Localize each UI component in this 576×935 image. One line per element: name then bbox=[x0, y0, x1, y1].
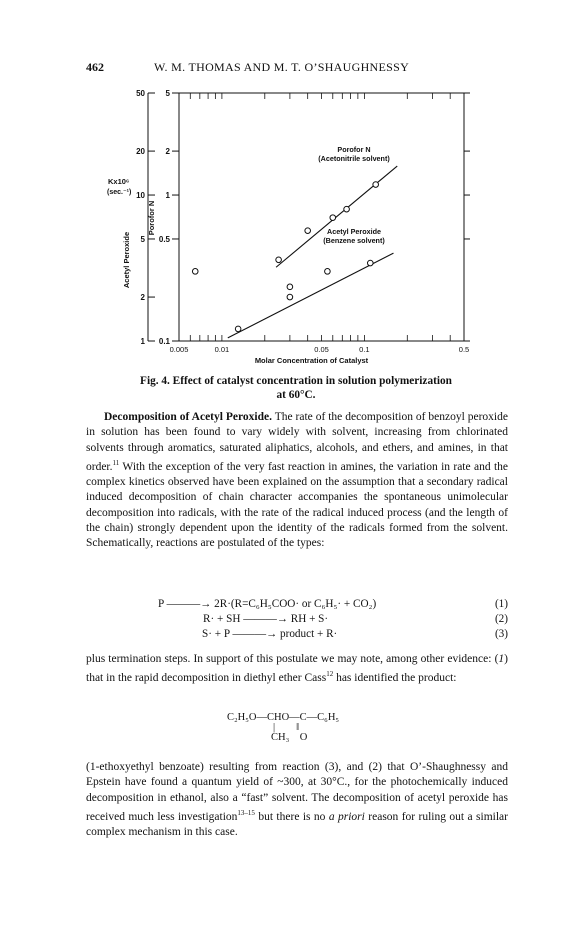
k-axis-label-line-2: (sec.⁻¹) bbox=[107, 189, 132, 196]
data-point-series-1 bbox=[287, 294, 293, 300]
ref-12: 12 bbox=[326, 670, 334, 679]
para1-text2: With the exception of the very fast reaction in amines, the variation in rate and the complex kinetics observed have been explained on the assumption that a secondary radical induced decomposition of chain character accompanies the spontaneous unimolecular decomposition into radicals, with the rate of the radical induced process (and the length of the chain) strongly dependent upon the identity of the radicals formed from the solvent. Schematically, reactions are postulated of the types: bbox=[86, 460, 508, 550]
data-point-series-1 bbox=[235, 326, 241, 332]
figure-4-chart bbox=[96, 84, 496, 369]
product-formula bbox=[227, 712, 339, 743]
porofor-axis-tick-label: 5 bbox=[165, 89, 170, 98]
caption-line-2: at 60°C. bbox=[276, 389, 316, 401]
data-point-series-1 bbox=[325, 269, 331, 275]
x-axis-label: Molar Concentration of Catalyst bbox=[254, 356, 369, 365]
para3-italic: a priori bbox=[328, 810, 365, 823]
para3-text-b: but there is no bbox=[254, 810, 329, 823]
plot-frame bbox=[179, 93, 464, 341]
data-point-series-1 bbox=[367, 260, 373, 266]
equation-2 bbox=[86, 613, 508, 628]
data-point-series-2 bbox=[330, 215, 336, 221]
running-head-authors: W. M. THOMAS AND M. T. O’SHAUGHNESSY bbox=[154, 60, 410, 74]
equation-3 bbox=[86, 628, 508, 643]
k-axis-tick-label: 50 bbox=[136, 89, 145, 98]
para2-text-b: ) that in the rapid decomposition in diethyl ether Cass bbox=[86, 653, 508, 685]
ref-11: 11 bbox=[112, 458, 120, 467]
ref-13-15: 13–15 bbox=[237, 808, 255, 817]
paragraph-evidence bbox=[86, 760, 508, 840]
paragraph-postulate bbox=[86, 652, 508, 686]
data-point-series-2 bbox=[344, 206, 350, 212]
para3-text-c: reason for ruling out a similar complex mechanism in this case. bbox=[86, 810, 508, 839]
equation-2-number: (2) bbox=[494, 613, 508, 625]
equation-1-number: (1) bbox=[494, 598, 508, 610]
para2-text-a: plus termination steps. In support of this postulate we may note, among other evidence: ( bbox=[86, 653, 499, 665]
x-tick-label: 0.05 bbox=[314, 345, 329, 354]
data-point-series-2 bbox=[276, 257, 282, 263]
data-point-series-2 bbox=[305, 228, 311, 234]
data-point-series-2 bbox=[373, 182, 379, 188]
k-axis-label-line-1: Kx10⁶ bbox=[108, 177, 130, 186]
caption-line-1: Fig. 4. Effect of catalyst concentration in solution polymerization bbox=[140, 375, 452, 387]
section-heading: Decomposition of Acetyl Peroxide. bbox=[104, 411, 272, 423]
porofor-axis-tick-label: 2 bbox=[165, 147, 170, 157]
data-point-series-3 bbox=[192, 269, 198, 275]
porofor-axis-label: Porofor N bbox=[147, 200, 156, 236]
equation-3-number: (3) bbox=[494, 628, 508, 640]
data-point-series-1 bbox=[287, 284, 293, 290]
paragraph-decomposition bbox=[86, 410, 508, 552]
chart-marks bbox=[192, 145, 397, 369]
x-tick-label: 0.01 bbox=[214, 345, 230, 354]
fit-line-series-2 bbox=[276, 166, 397, 267]
formula-main: C₂H₅O—CHO—C—C₆H₅ bbox=[227, 712, 340, 723]
x-tick-label: 0.1 bbox=[359, 345, 370, 354]
chart-axes bbox=[107, 89, 470, 365]
formula-sub: CH₃ O bbox=[271, 732, 308, 743]
k-axis-tick-label: 5 bbox=[140, 234, 145, 244]
series-annotation-2-line-1: Acetyl Peroxide bbox=[327, 227, 381, 236]
k-axis-tick-label: 20 bbox=[136, 147, 145, 157]
porofor-axis-tick-label: 1 bbox=[165, 191, 170, 201]
porofor-axis-tick-label: 0.5 bbox=[158, 234, 170, 244]
reaction-equations bbox=[86, 598, 508, 643]
equation-2-text: R· + SH ———→ RH + S· bbox=[203, 613, 329, 625]
series-annotation-1-line-1: Porofor N bbox=[337, 145, 371, 154]
porofor-axis-tick-label: 0.1 bbox=[158, 337, 170, 346]
series-annotation-2-line-2: (Benzene solvent) bbox=[323, 236, 385, 245]
series-annotation-1-line-2: (Acetonitrile solvent) bbox=[318, 154, 390, 163]
para1-text: The rate of the decomposition of benzoyl peroxide in solution has been found to vary widely with solvent, increasing from chlorinated solvents through aromatics, saturated aliphatics, alcohols, and ethers, and amines, in that order. bbox=[86, 411, 508, 473]
equation-1-text: P ———→ 2R·(R=C₆H₅COO· or C₆H₅· + CO₂) bbox=[158, 598, 377, 610]
figure-caption bbox=[86, 374, 506, 402]
para2-text-c: has identified the product: bbox=[333, 672, 457, 685]
k-axis-tick-label: 1 bbox=[140, 337, 145, 346]
k-axis-tick-label: 10 bbox=[136, 191, 145, 201]
running-header bbox=[86, 60, 506, 76]
x-tick-label: 0.005 bbox=[169, 345, 189, 354]
page-number: 462 bbox=[86, 60, 104, 74]
equation-1 bbox=[86, 598, 508, 613]
acetyl-peroxide-axis-label: Acetyl Peroxide bbox=[122, 231, 131, 289]
formula-bonds: | ‖ bbox=[273, 722, 300, 733]
k-axis-tick-label: 2 bbox=[140, 293, 145, 303]
para3-text-a: (1-ethoxyethyl benzoate) resulting from reaction (3), and (2) that O’-Shaughnessy and Epstein have found a quantum yield of ~300, at 30°C., for the photochemically induced decomposition in ethanol, also a “fast” solvent. The decomposition of acetyl peroxide has received much less investigation bbox=[86, 761, 508, 823]
x-tick-label: 0.5 bbox=[458, 345, 470, 354]
equation-3-text: S· + P ———→ product + R· bbox=[202, 628, 338, 640]
para2-item-1: 1 bbox=[498, 653, 505, 665]
